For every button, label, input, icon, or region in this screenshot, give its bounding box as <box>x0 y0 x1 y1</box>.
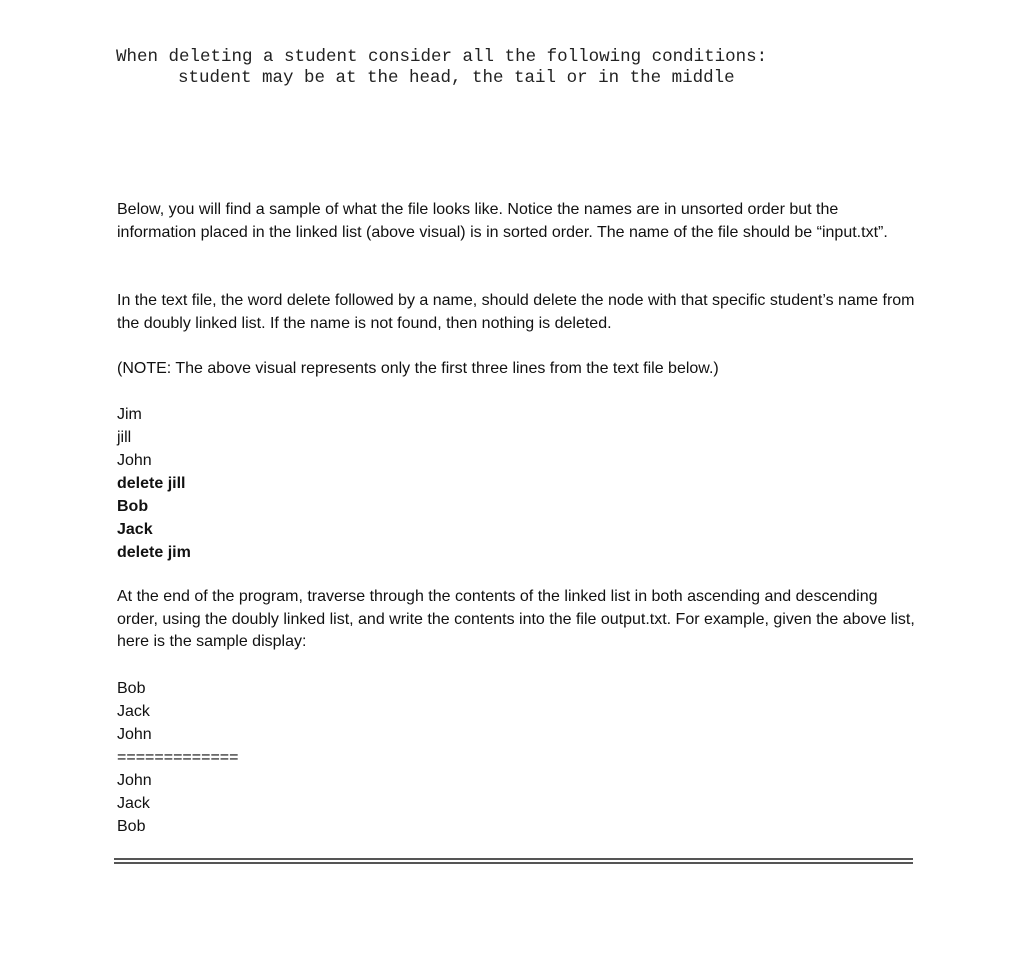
output-line: Bob <box>117 818 146 835</box>
input-line-delete: delete jill <box>117 475 186 492</box>
input-line: Jim <box>117 406 142 423</box>
output-line: John <box>117 726 152 743</box>
double-rule-divider <box>114 862 913 864</box>
code-line-head-tail-middle: student may be at the head, the tail or in the middle <box>178 68 735 88</box>
input-line-delete: delete jim <box>117 544 191 561</box>
output-line: Jack <box>117 795 150 812</box>
input-line: jill <box>117 429 132 446</box>
paragraph-file-sample: Below, you will find a sample of what the file looks like. Notice the names are in unsorted order but the information placed in the linked list (above visual) is in sorted order. The name of the file should be “input.txt”. <box>117 201 888 241</box>
paragraph-note: (NOTE: The above visual represents only the first three lines from the text file below.) <box>117 360 719 377</box>
code-line-delete-conditions: When deleting a student consider all the following conditions: <box>116 47 768 67</box>
output-line: John <box>117 772 152 789</box>
input-line: John <box>117 452 152 469</box>
paragraph-delete-rule: In the text file, the word delete followed by a name, should delete the node with that specific student’s name from the doubly linked list. If the name is not found, then nothing is deleted. <box>117 292 915 332</box>
double-rule-divider <box>114 858 913 860</box>
input-line: Bob <box>117 498 149 515</box>
input-line: Jack <box>117 521 153 538</box>
output-line: Jack <box>117 703 150 720</box>
input-file-sample <box>117 403 191 564</box>
output-sample-display <box>117 677 238 838</box>
output-line: Bob <box>117 680 146 697</box>
output-separator: ============= <box>117 749 239 766</box>
paragraph-traverse-output: At the end of the program, traverse through the contents of the linked list in both ascending and descending order, using the doubly linked list, and write the contents into the file output.txt. For example, given the above list, here is the sample display: <box>117 588 915 650</box>
